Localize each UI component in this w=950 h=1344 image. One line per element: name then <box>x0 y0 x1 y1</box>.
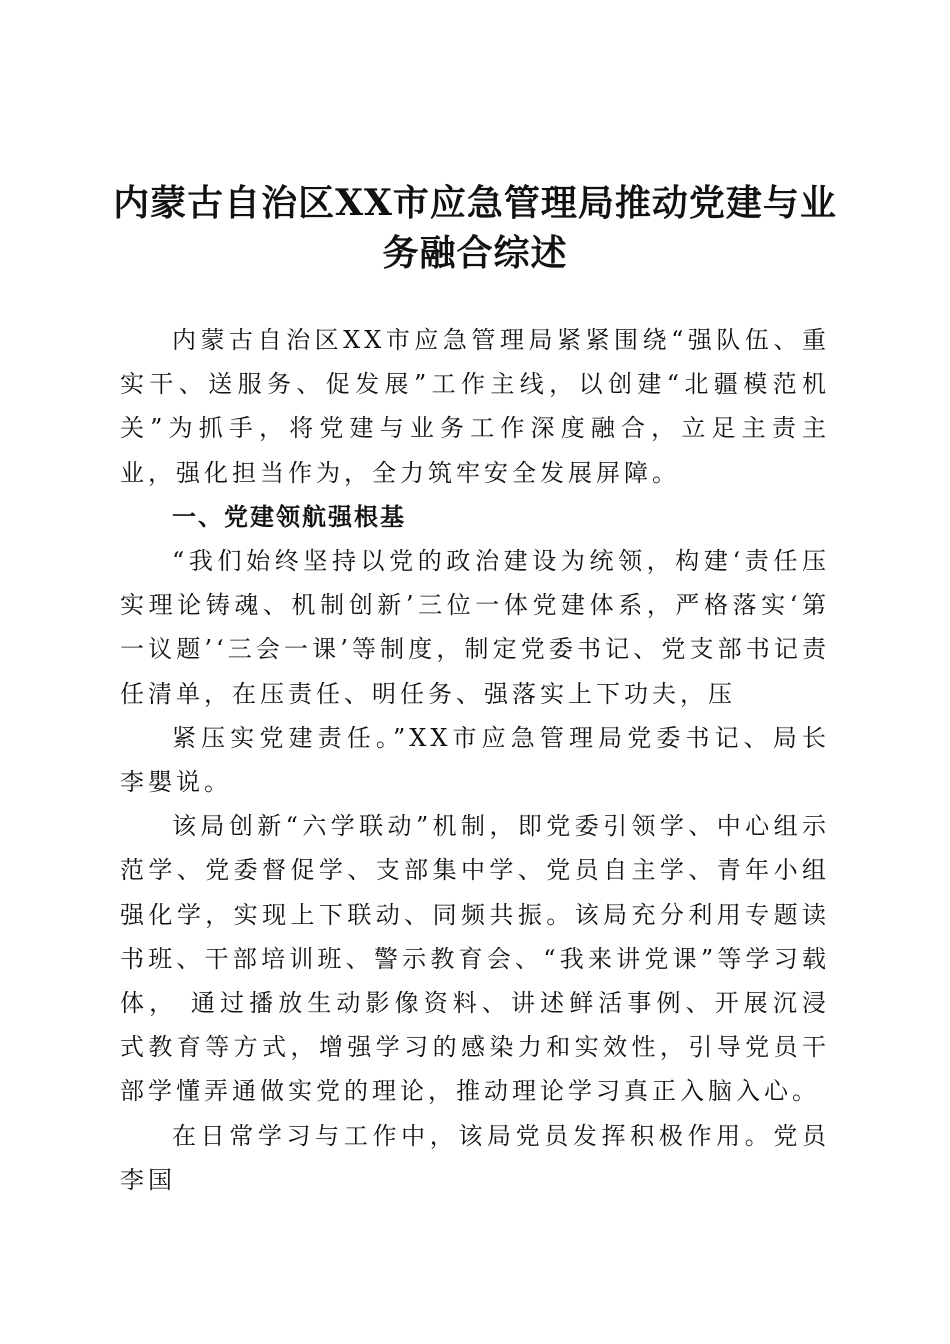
paragraph-learning: 该局创新“六学联动”机制，即党委引领学、中心组示范学、党委督促学、支部集中学、党员自主学、青年小组强化学，实现上下联动、同频共振。该局充分利用专题读书班、干部培训班、警示教育会、“我来讲党课”等学习载体， 通过播放生动影像资料、讲述鲜活事例、开展沉浸式教育等方式，增强学习的感染力和实效性，引导党员干部学懂弄通做实党的理论，推动理论学习真正入脑入心。 <box>120 812 830 1106</box>
document-body <box>120 318 830 1202</box>
paragraph-quote-end: 紧压实党建责任。”XX市应急管理局党委书记、局长李嬰说。 <box>120 723 830 797</box>
document-title <box>110 178 840 278</box>
paragraph-quote: “我们始终坚持以党的政治建设为统领，构建‘责任压实理论铸魂、机制创新’三位一体党建体系，严格落实‘第一议题’‘三会一课’等制度，制定党委书记、党支部书记责任清单，在压责任、明任务、强落实上下功夫，压 <box>120 547 830 708</box>
title-line-1: 内蒙古自治区XX市应急管理局推动党建与业 <box>113 182 837 224</box>
section-heading: 一、党建领航强根基 <box>172 502 406 531</box>
paragraph-daily: 在日常学习与工作中，该局党员发挥积极作用。党员李国 <box>120 1121 830 1194</box>
title-line-2: 务融合综述 <box>382 232 568 274</box>
paragraph-intro: 内蒙古自治区XX市应急管理局紧紧围绕“强队伍、重实干、送服务、促发展”工作主线，以创建“北疆模范机关”为抓手，将党建与业务工作深度融合，立足主责主业，强化担当作为，全力筑牢安全发展屏障。 <box>120 326 830 487</box>
